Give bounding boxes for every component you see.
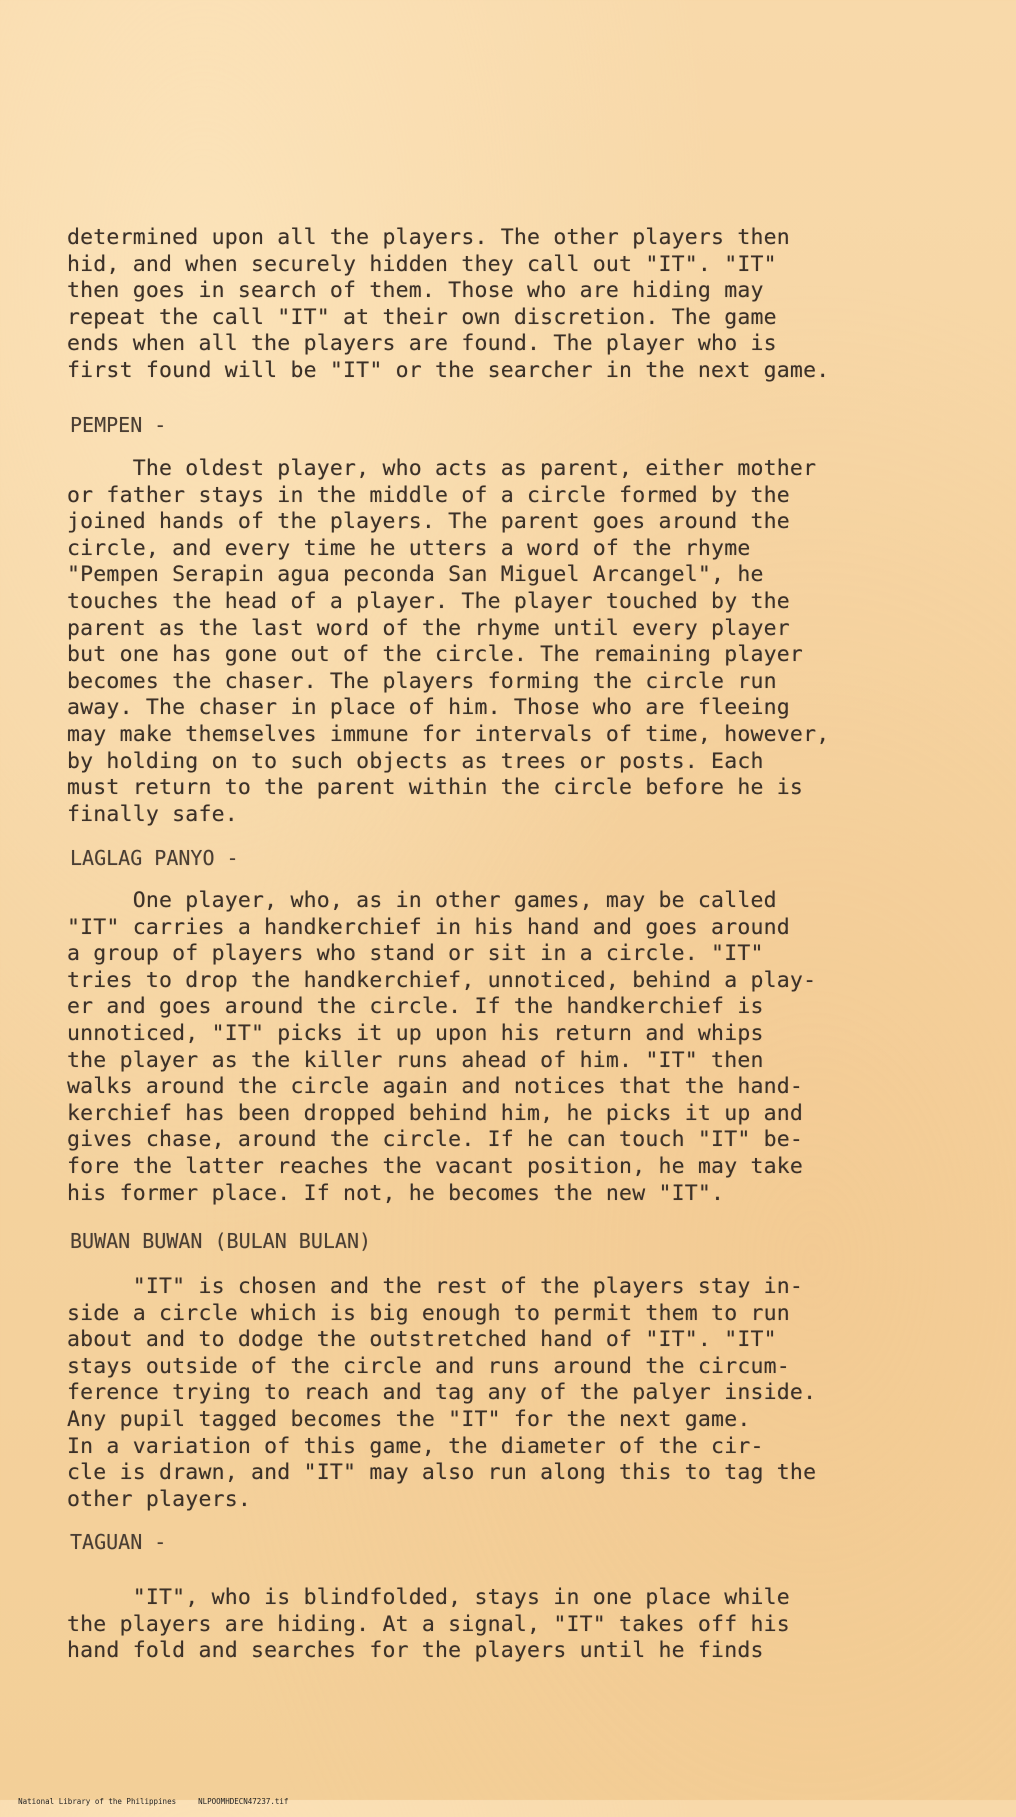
text-line: "IT" carries a handkerchief in his hand and goes around: [67, 914, 790, 940]
text-line: but one has gone out of the circle. The remaining player: [67, 642, 804, 668]
text-line: hid, and when securely hidden they call out "IT". "IT": [67, 251, 777, 277]
text-line: hand fold and searches for the players until he finds: [67, 1638, 764, 1664]
intro-paragraph: [67, 225, 967, 385]
heading-taguan: TAGUAN -: [70, 1530, 167, 1554]
text-line: "IT", who is blindfolded, stays in one place while: [67, 1585, 790, 1610]
scan-footer: [0, 1787, 310, 1817]
text-line: by holding on to such objects as trees or posts. Each: [67, 748, 764, 774]
text-line: finally safe.: [67, 801, 238, 827]
text-line: then goes in search of them. Those who are hiding may: [67, 278, 764, 304]
footer-filename: NLPOOMHDECN47237.tif: [198, 1797, 289, 1806]
text-line: er and goes around the circle. If the handkerchief is: [67, 994, 764, 1020]
text-line: ends when all the players are found. The player who is: [67, 331, 777, 357]
text-line: stays outside of the circle and runs around the circum-: [67, 1353, 790, 1379]
text-line: the player as the killer runs ahead of him. "IT" then: [67, 1047, 764, 1073]
text-line: other players.: [67, 1486, 252, 1512]
text-line: a group of players who stand or sit in a circle. "IT": [67, 941, 764, 967]
text-line: ference trying to reach and tag any of the palyer inside.: [67, 1380, 817, 1406]
laglag-panyo-paragraph: [67, 888, 967, 1207]
text-line: away. The chaser in place of him. Those who are fleeing: [67, 695, 790, 721]
heading-pempen: PEMPEN -: [70, 413, 167, 437]
text-line: first found will be "IT" or the searcher in the next game.: [67, 357, 830, 383]
text-line: becomes the chaser. The players forming the circle run: [67, 668, 777, 694]
text-line: or father stays in the middle of a circle formed by the: [67, 482, 790, 508]
text-line: the players are hiding. At a signal, "IT" takes off his: [67, 1611, 790, 1637]
buwan-buwan-paragraph: [67, 1274, 967, 1513]
text-line: fore the latter reaches the vacant position, he may take: [67, 1153, 804, 1179]
text-line: cle is drawn, and "IT" may also run along this to tag the: [67, 1460, 817, 1486]
text-line: walks around the circle again and notices that the hand-: [67, 1074, 804, 1100]
text-line: "Pempen Serapin agua peconda San Miguel Arcangel", he: [67, 562, 764, 588]
footer-library-name: National Library of the Philippines: [18, 1797, 177, 1806]
text-line: One player, who, as in other games, may be called: [67, 888, 777, 913]
text-line: joined hands of the players. The parent goes around the: [67, 509, 790, 535]
text-line: must return to the parent within the circle before he is: [67, 775, 804, 801]
text-line: touches the head of a player. The player touched by the: [67, 588, 790, 614]
text-line: tries to drop the handkerchief, unnoticed, behind a play-: [67, 967, 817, 993]
text-line: In a variation of this game, the diameter of the cir-: [67, 1433, 764, 1459]
text-line: kerchief has been dropped behind him, he picks it up and: [67, 1100, 804, 1126]
pempen-paragraph: [67, 456, 967, 828]
text-line: repeat the call "IT" at their own discretion. The game: [67, 304, 777, 330]
text-line: unnoticed, "IT" picks it up upon his return and whips: [67, 1020, 764, 1046]
text-line: gives chase, around the circle. If he can touch "IT" be-: [67, 1127, 804, 1153]
text-line: circle, and every time he utters a word of the rhyme: [67, 535, 751, 561]
text-line: parent as the last word of the rhyme until every player: [67, 615, 790, 641]
heading-buwan-buwan: BUWAN BUWAN (BULAN BULAN): [70, 1229, 372, 1253]
text-line: "IT" is chosen and the rest of the players stay in-: [67, 1274, 804, 1299]
taguan-paragraph: [67, 1585, 967, 1665]
heading-laglag-panyo: LAGLAG PANYO -: [70, 846, 239, 870]
text-line: his former place. If not, he becomes the new "IT".: [67, 1180, 725, 1206]
text-line: may make themselves immune for intervals of time, however,: [67, 721, 830, 747]
text-line: about and to dodge the outstretched hand of "IT". "IT": [67, 1327, 777, 1353]
text-line: determined upon all the players. The other players then: [67, 225, 790, 250]
text-line: side a circle which is big enough to permit them to run: [67, 1300, 790, 1326]
text-line: Any pupil tagged becomes the "IT" for the next game.: [67, 1406, 751, 1432]
text-line: The oldest player, who acts as parent, either mother: [67, 456, 817, 481]
